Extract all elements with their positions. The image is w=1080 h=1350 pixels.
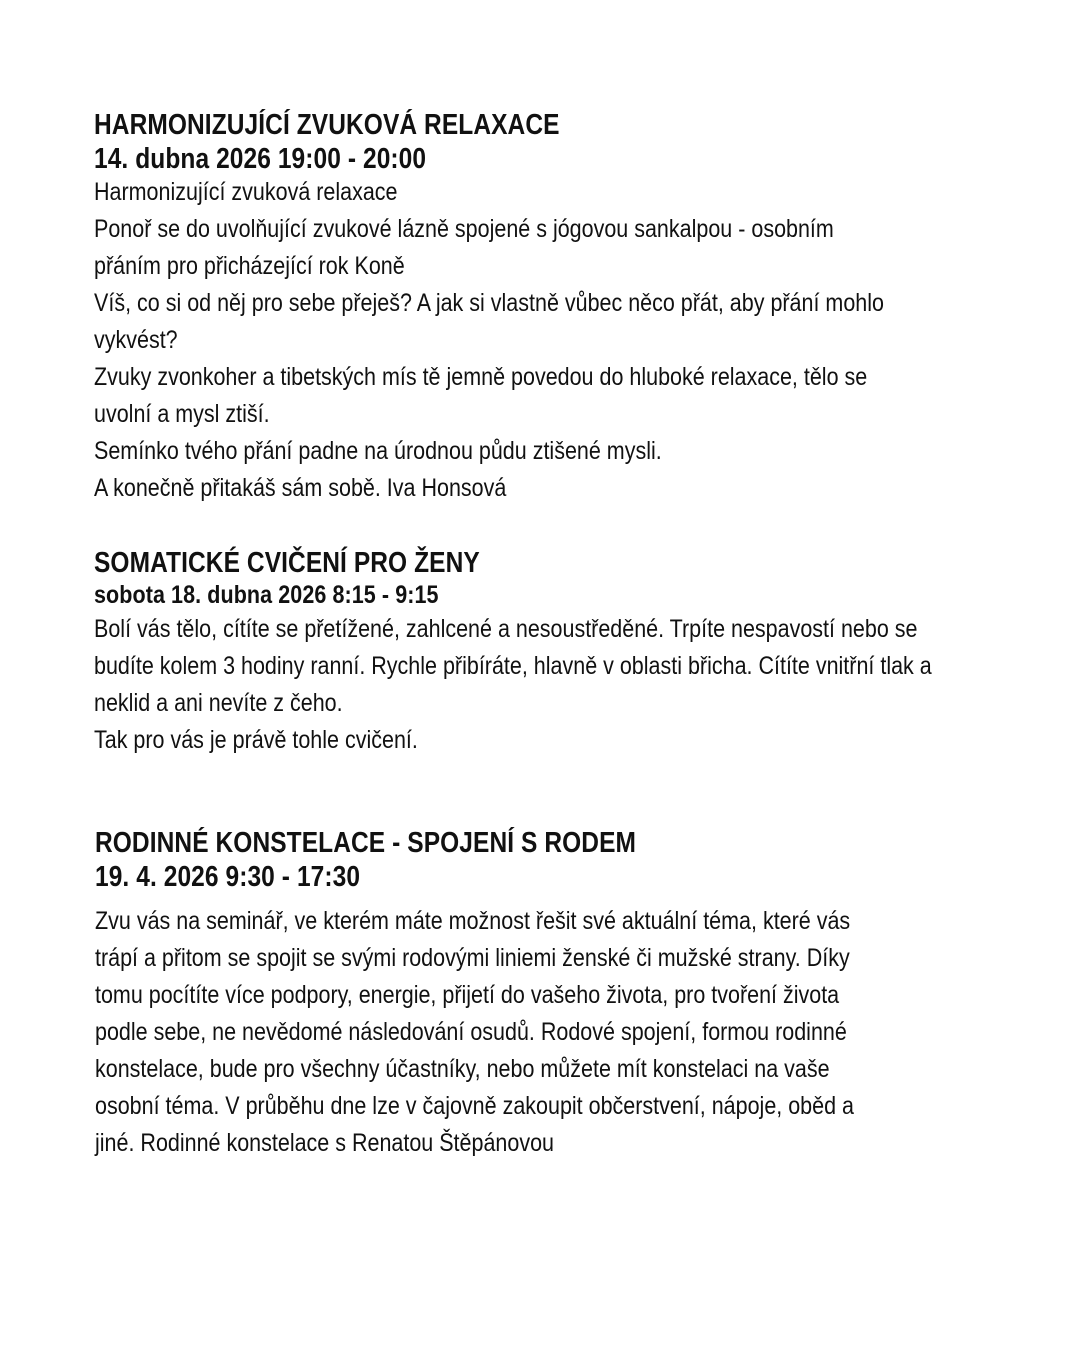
description-line: A konečně přitakáš sám sobě. Iva Honsová <box>94 474 507 502</box>
description-line: tomu pocítíte více podpory, energie, přijetí do vašeho života, pro tvoření života <box>95 981 840 1009</box>
description-line: trápí a přitom se spojit se svými rodovými liniemi ženské či mužské strany. Díky <box>95 944 850 972</box>
description-line: Harmonizující zvuková relaxace <box>94 178 398 206</box>
description-line: Zvu vás na seminář, ve kterém máte možnost řešit své aktuální téma, které vás <box>95 907 851 935</box>
description-line: Zvuky zvonkoher a tibetských mís tě jemně povedou do hluboké relaxace, tělo se <box>94 363 868 391</box>
event-date: 14. dubna 2026 19:00 - 20:00 <box>94 143 427 175</box>
description-line: Víš, co si od něj pro sebe přeješ? A jak si vlastně vůbec něco přát, aby přání mohlo <box>94 289 884 317</box>
event-somatic-exercise <box>94 546 1034 759</box>
description-line: podle sebe, ne nevědomé následování osudů. Rodové spojení, formou rodinné <box>95 1018 847 1046</box>
event-title: SOMATICKÉ CVIČENÍ PRO ŽENY <box>94 547 480 579</box>
description-line: Ponoř se do uvolňující zvukové lázně spojené s jógovou sankalpou - osobním <box>94 215 834 243</box>
event-title: RODINNÉ KONSTELACE - SPOJENÍ S RODEM <box>95 827 637 859</box>
description-line: uvolní a mysl ztiší. <box>94 400 270 428</box>
description-line: přáním pro přicházející rok Koně <box>94 252 405 280</box>
event-sound-relaxation <box>94 108 1034 507</box>
description-line: neklid a ani nevíte z čeho. <box>94 689 343 717</box>
event-title: HARMONIZUJÍCÍ ZVUKOVÁ RELAXACE <box>94 109 560 141</box>
event-family-constellations <box>95 826 1035 1162</box>
description-line: Tak pro vás je právě tohle cvičení. <box>94 726 418 754</box>
event-description <box>95 903 1035 1162</box>
event-date: sobota 18. dubna 2026 8:15 - 9:15 <box>94 581 439 609</box>
description-line: jiné. Rodinné konstelace s Renatou Štěpánovou <box>95 1129 554 1157</box>
description-line: konstelace, bude pro všechny účastníky, nebo můžete mít konstelaci na vaše <box>95 1055 830 1083</box>
description-line: budíte kolem 3 hodiny ranní. Rychle přibíráte, hlavně v oblasti břicha. Cítíte vnitřní tlak a <box>94 652 932 680</box>
event-date: 19. 4. 2026 9:30 - 17:30 <box>95 861 361 893</box>
description-line: vykvést? <box>94 326 178 354</box>
event-description <box>94 174 1034 507</box>
description-line: Bolí vás tělo, cítíte se přetížené, zahlcené a nesoustředěné. Trpíte nespavostí nebo se <box>94 615 918 643</box>
description-line: osobní téma. V průběhu dne lze v čajovně zakoupit občerstvení, nápoje, oběd a <box>95 1092 854 1120</box>
event-description <box>94 611 1034 759</box>
description-line: Semínko tvého přání padne na úrodnou půdu ztišené mysli. <box>94 437 662 465</box>
